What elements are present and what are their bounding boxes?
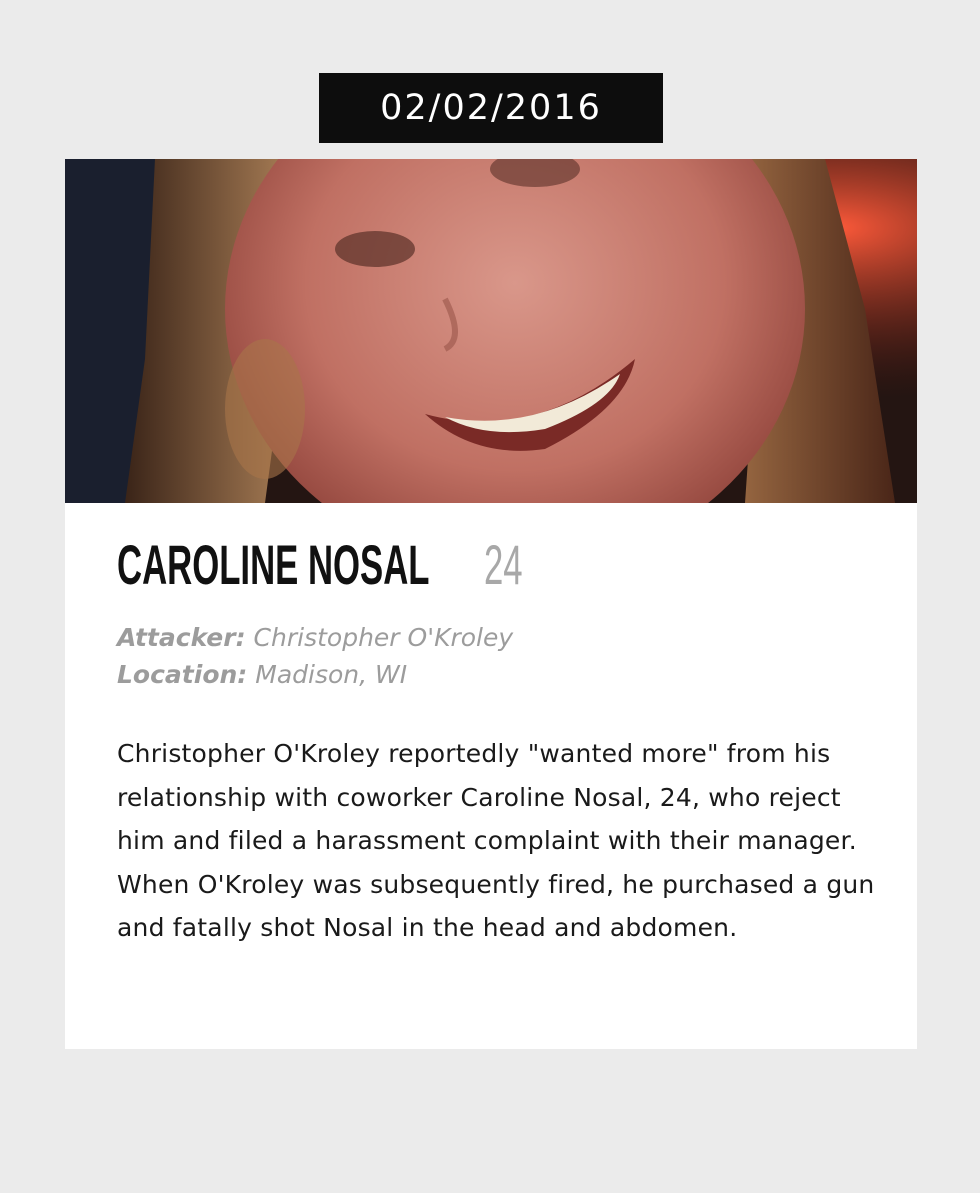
victim-meta bbox=[117, 619, 513, 693]
location-row bbox=[117, 656, 513, 693]
date-badge bbox=[319, 73, 663, 143]
attacker-value: Christopher O'Kroley bbox=[253, 623, 514, 652]
attacker-row bbox=[117, 619, 513, 656]
story-text: Christopher O'Kroley reportedly "wanted more" from his relationship with coworker Caroline Nosal, 24, who reject him and filed a harassment complaint with their manager. When O'Kroley was subsequently fired, he purchased a gun and fatally shot Nosal in the head and abdomen. bbox=[117, 739, 875, 943]
victim-heading bbox=[117, 533, 621, 596]
victim-card bbox=[65, 159, 917, 1049]
date-text: 02/02/2016 bbox=[380, 88, 602, 128]
victim-photo bbox=[65, 159, 917, 503]
attacker-label: Attacker: bbox=[117, 623, 246, 652]
location-value: Madison, WI bbox=[255, 660, 408, 689]
location-label: Location: bbox=[117, 660, 248, 689]
victim-age: 24 bbox=[484, 533, 523, 596]
victim-name: CAROLINE NOSAL bbox=[117, 533, 430, 596]
